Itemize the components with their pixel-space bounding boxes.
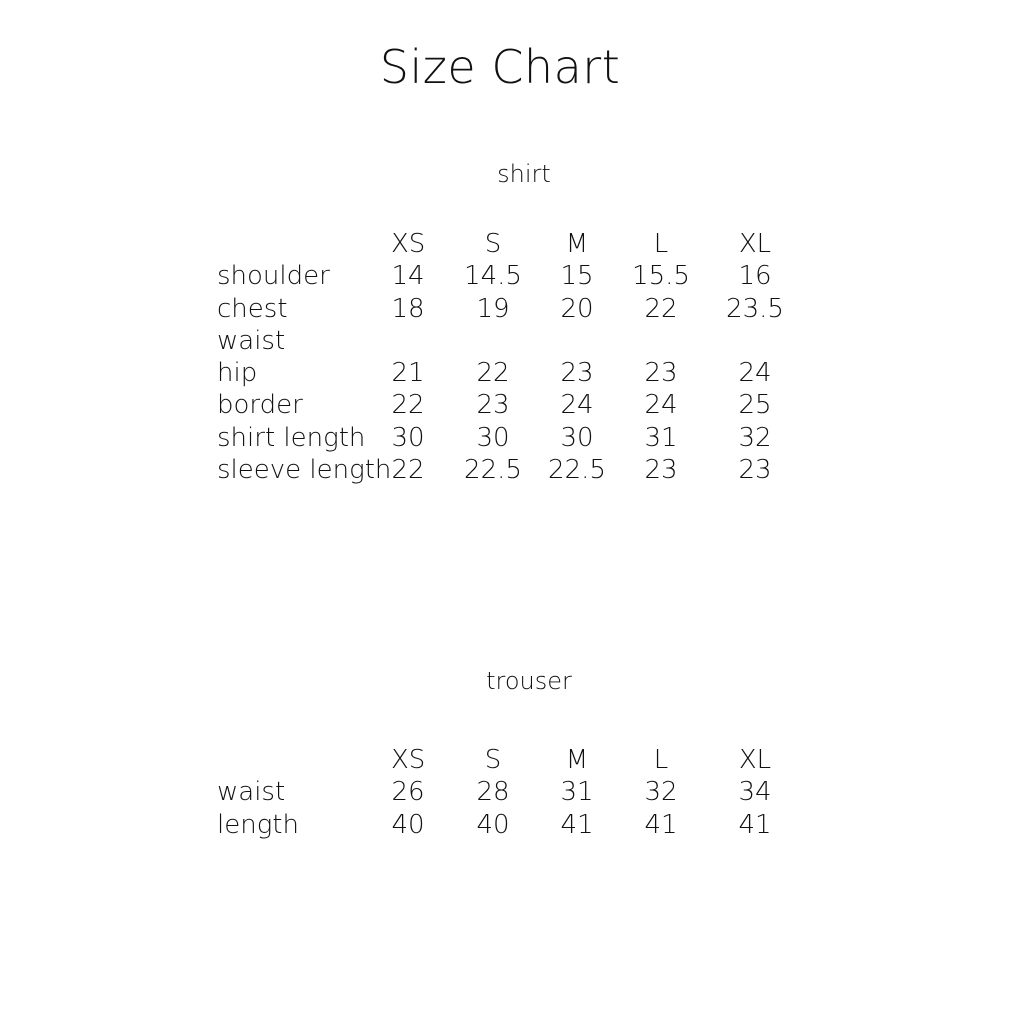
shirt-size-table	[217, 228, 805, 486]
size-header-s: S	[484, 229, 502, 259]
trouser-section-title: trouser	[486, 667, 572, 695]
table-row	[217, 260, 805, 292]
table-row	[217, 422, 805, 454]
size-header-m: M	[565, 229, 589, 259]
table-cell: 30	[560, 422, 594, 453]
table-cell: 41	[644, 809, 678, 840]
table-cell: 20	[560, 293, 594, 324]
table-row	[217, 389, 805, 421]
table-cell: 22.5	[548, 455, 606, 486]
table-cell: 34	[738, 777, 772, 808]
size-header-l: L	[653, 229, 669, 259]
row-label: chest	[217, 293, 288, 324]
size-header-m: M	[565, 745, 589, 775]
row-label: length	[217, 809, 299, 840]
table-cell: 22	[391, 455, 425, 486]
table-cell: 24	[560, 390, 594, 421]
table-cell: 22	[644, 293, 678, 324]
row-label: border	[217, 390, 303, 421]
table-cell: 32	[738, 422, 772, 453]
table-cell: 14	[391, 261, 425, 292]
table-cell: 23	[560, 358, 594, 389]
table-cell: 40	[391, 809, 425, 840]
shirt-section-title: shirt	[497, 160, 551, 188]
page-title: Size Chart	[379, 40, 621, 94]
trouser-size-table	[217, 744, 805, 841]
table-cell: 25	[738, 390, 772, 421]
table-cell: 23	[738, 455, 772, 486]
table-row	[217, 809, 805, 841]
row-label: shirt length	[217, 422, 366, 453]
table-cell: 23	[644, 358, 678, 389]
table-cell: 22.5	[464, 455, 522, 486]
table-cell: 19	[476, 293, 510, 324]
table-cell: 23.5	[726, 293, 784, 324]
table-row	[217, 454, 805, 486]
table-cell: 28	[476, 777, 510, 808]
table-cell: 22	[391, 390, 425, 421]
table-cell: 26	[391, 777, 425, 808]
row-label: sleeve length	[217, 455, 392, 486]
table-cell: 32	[644, 777, 678, 808]
table-cell: 15.5	[632, 261, 690, 292]
table-row	[217, 293, 805, 325]
size-header-xs: XS	[391, 229, 426, 259]
table-cell: 40	[476, 809, 510, 840]
size-header-s: S	[484, 745, 502, 775]
table-cell: 31	[560, 777, 594, 808]
row-label: waist	[217, 777, 286, 808]
row-label: hip	[217, 358, 258, 389]
table-cell: 16	[738, 261, 772, 292]
trouser-header-row	[217, 744, 805, 776]
table-cell: 31	[644, 422, 678, 453]
size-header-xs: XS	[391, 745, 426, 775]
table-cell: 15	[560, 261, 594, 292]
table-cell: 24	[644, 390, 678, 421]
table-cell: 41	[560, 809, 594, 840]
table-row	[217, 776, 805, 808]
size-header-xl: XL	[738, 229, 772, 259]
row-label: waist	[217, 325, 286, 356]
size-header-l: L	[653, 745, 669, 775]
table-row	[217, 357, 805, 389]
table-cell: 23	[644, 455, 678, 486]
table-cell: 23	[476, 390, 510, 421]
table-cell: 24	[738, 358, 772, 389]
row-label: shoulder	[217, 261, 330, 292]
table-cell: 30	[391, 422, 425, 453]
table-cell: 30	[476, 422, 510, 453]
table-cell: 41	[738, 809, 772, 840]
table-row	[217, 325, 805, 357]
table-cell: 18	[391, 293, 425, 324]
shirt-header-row	[217, 228, 805, 260]
size-header-xl: XL	[738, 745, 772, 775]
table-cell: 21	[391, 358, 425, 389]
table-cell: 14.5	[464, 261, 522, 292]
table-cell: 22	[476, 358, 510, 389]
